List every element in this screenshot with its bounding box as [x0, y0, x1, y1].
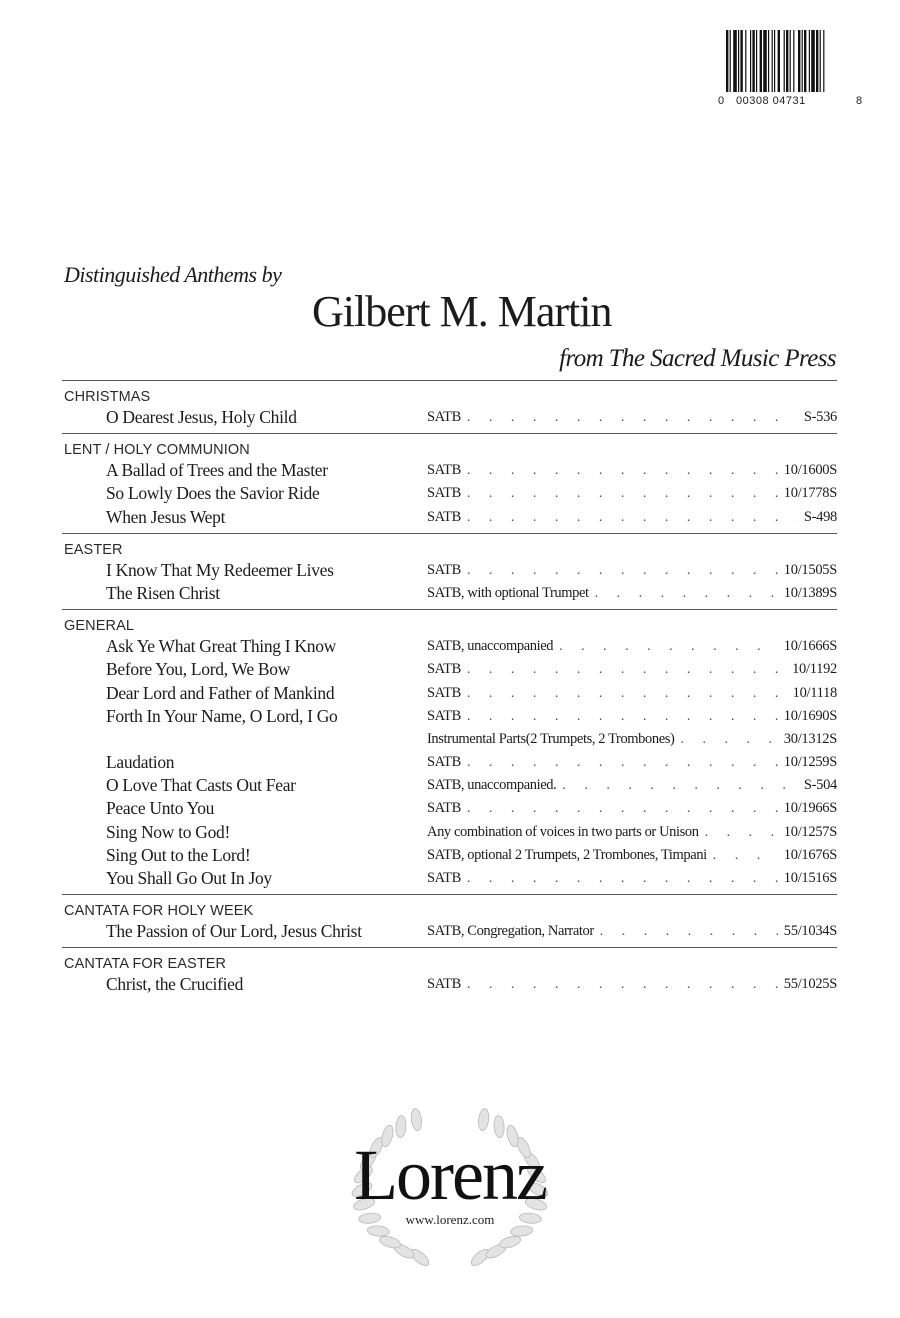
catalog-row	[62, 635, 837, 658]
catalog-number: S-498	[803, 508, 837, 525]
voicing-line	[427, 582, 837, 605]
voicing-line	[427, 482, 837, 505]
lorenz-logo	[330, 1108, 570, 1268]
voicing: SATB	[427, 684, 461, 701]
voicing-line	[427, 705, 837, 728]
anthem-title: Sing Now to God!	[106, 821, 231, 842]
catalog-row	[62, 406, 837, 429]
barcode-check-digit: 8	[856, 95, 863, 107]
catalog-section	[62, 609, 837, 894]
voicing: SATB	[427, 485, 461, 502]
composer-name: Gilbert M. Martin	[312, 287, 612, 336]
catalog-number: 10/1690S	[783, 707, 837, 724]
dot-leader	[467, 973, 778, 996]
voicing: SATB	[427, 707, 461, 724]
section-title: CANTATA FOR EASTER	[64, 956, 227, 973]
catalog-number: 10/1778S	[783, 485, 837, 502]
anthem-title: Forth In Your Name, O Lord, I Go	[106, 705, 338, 726]
dot-leader	[467, 459, 778, 482]
catalog-row	[62, 459, 837, 482]
voicing: Instrumental Parts(2 Trumpets, 2 Trombones)	[427, 730, 675, 747]
dot-leader	[467, 506, 798, 529]
catalog-number: S-504	[803, 777, 837, 794]
anthem-title: Ask Ye What Great Thing I Know	[106, 636, 336, 657]
dot-leader	[467, 705, 778, 728]
catalog-row	[62, 821, 837, 844]
catalog-section	[62, 894, 837, 947]
barcode-middle-digits: 00308 04731	[736, 95, 806, 107]
catalog-number: 10/1389S	[783, 584, 837, 601]
dot-leader	[467, 559, 778, 582]
catalog-number: 10/1966S	[783, 800, 837, 817]
catalog-number: 55/1025S	[783, 976, 837, 993]
voicing-line	[427, 635, 837, 658]
voicing: Any combination of voices in two parts or Unison	[427, 823, 699, 840]
catalog-number: 10/1259S	[783, 754, 837, 771]
voicing: SATB	[427, 661, 461, 678]
voicing: SATB	[427, 800, 461, 817]
catalog-row	[62, 973, 837, 996]
anthem-catalog	[62, 380, 837, 1001]
catalog-row	[62, 482, 837, 505]
dot-leader	[562, 774, 798, 797]
catalog-section	[62, 433, 837, 533]
anthem-title: Laudation	[106, 752, 175, 773]
barcode	[716, 30, 866, 125]
dot-leader	[467, 867, 778, 890]
anthem-title: You Shall Go Out In Joy	[106, 868, 272, 888]
catalog-section	[62, 947, 837, 1000]
voicing: SATB	[427, 508, 461, 525]
voicing: SATB	[427, 976, 461, 993]
voicing: SATB, optional 2 Trumpets, 2 Trombones, Timpani	[427, 846, 707, 863]
catalog-row	[62, 774, 837, 797]
voicing-line	[427, 797, 837, 820]
logo-url: www.lorenz.com	[405, 1212, 495, 1227]
anthem-title: I Know That My Redeemer Lives	[106, 559, 334, 580]
catalog-row	[62, 682, 837, 705]
voicing: SATB, with optional Trumpet	[427, 584, 589, 601]
dot-leader	[705, 821, 778, 844]
catalog-row	[62, 751, 837, 774]
catalog-number: 55/1034S	[783, 923, 837, 940]
voicing-line	[427, 459, 837, 482]
dot-leader	[467, 751, 778, 774]
section-title: CANTATA FOR HOLY WEEK	[64, 903, 254, 920]
barcode-lead-digit: 0	[718, 95, 725, 107]
catalog-number: 10/1676S	[783, 846, 837, 863]
catalog-number: 10/1257S	[783, 823, 837, 840]
anthem-title: When Jesus Wept	[106, 506, 226, 527]
anthem-title: Dear Lord and Father of Mankind	[106, 682, 335, 703]
anthem-title: Before You, Lord, We Bow	[106, 659, 291, 680]
catalog-number: 10/1505S	[783, 561, 837, 578]
voicing: SATB, unaccompanied	[427, 638, 554, 655]
catalog-section	[62, 380, 837, 433]
catalog-row	[62, 797, 837, 820]
voicing: SATB	[427, 754, 461, 771]
section-title: EASTER	[64, 541, 123, 558]
barcode-bars	[726, 30, 854, 92]
anthem-title: The Passion of Our Lord, Jesus Christ	[106, 921, 362, 942]
voicing: SATB	[427, 462, 461, 479]
dot-leader	[559, 635, 778, 658]
dot-leader	[595, 582, 778, 605]
voicing-line	[427, 774, 837, 797]
catalog-row	[62, 506, 837, 529]
catalog-number: 30/1312S	[783, 730, 837, 747]
catalog-row	[62, 582, 837, 605]
anthem-title: Peace Unto You	[106, 798, 215, 819]
dot-leader	[680, 728, 777, 751]
publisher-line: from The Sacred Music Press	[559, 345, 836, 372]
voicing: SATB	[427, 870, 461, 886]
voicing-line	[427, 682, 837, 705]
voicing-line	[427, 920, 837, 943]
logo-wordmark: Lorenz	[354, 1135, 546, 1215]
intro-line: Distinguished Anthems by	[64, 262, 282, 287]
catalog-row	[62, 920, 837, 943]
catalog-number: 10/1516S	[783, 870, 837, 886]
catalog-row	[62, 844, 837, 867]
voicing-line	[427, 751, 837, 774]
catalog-number: 10/1192	[792, 661, 837, 678]
anthem-title: O Love That Casts Out Fear	[106, 775, 296, 796]
voicing: SATB, Congregation, Narrator	[427, 923, 594, 940]
voicing-line	[427, 821, 837, 844]
catalog-number: 10/1600S	[783, 462, 837, 479]
dot-leader	[467, 797, 778, 820]
dot-leader	[600, 920, 778, 943]
voicing-line	[427, 973, 837, 996]
section-title: LENT / HOLY COMMUNION	[64, 442, 250, 459]
anthem-title: A Ballad of Trees and the Master	[106, 460, 328, 481]
catalog-number: 10/1118	[792, 684, 837, 701]
section-title: CHRISTMAS	[64, 389, 151, 405]
catalog-row	[62, 867, 837, 890]
catalog-row	[62, 658, 837, 681]
catalog-section	[62, 533, 837, 609]
voicing: SATB	[427, 409, 461, 425]
dot-leader	[467, 682, 787, 705]
voicing-line	[427, 406, 837, 429]
voicing-line	[427, 559, 837, 582]
anthem-title: Sing Out to the Lord!	[106, 844, 251, 865]
anthem-title: O Dearest Jesus, Holy Child	[106, 407, 297, 427]
voicing-line	[427, 728, 837, 751]
catalog-number: 10/1666S	[783, 638, 837, 655]
voicing-line	[427, 844, 837, 867]
section-title: GENERAL	[64, 618, 134, 635]
catalog-row	[62, 728, 837, 751]
dot-leader	[467, 658, 786, 681]
anthem-title: Christ, the Crucified	[106, 974, 244, 995]
voicing-line	[427, 506, 837, 529]
voicing-line	[427, 658, 837, 681]
voicing: SATB, unaccompanied.	[427, 777, 557, 794]
anthem-title: So Lowly Does the Savior Ride	[106, 483, 320, 504]
catalog-row	[62, 559, 837, 582]
dot-leader	[467, 406, 798, 429]
voicing-line	[427, 867, 837, 890]
catalog-row	[62, 705, 837, 728]
dot-leader	[713, 844, 778, 867]
dot-leader	[467, 482, 778, 505]
anthem-title: The Risen Christ	[106, 582, 220, 603]
catalog-number: S-536	[803, 409, 837, 425]
voicing: SATB	[427, 561, 461, 578]
